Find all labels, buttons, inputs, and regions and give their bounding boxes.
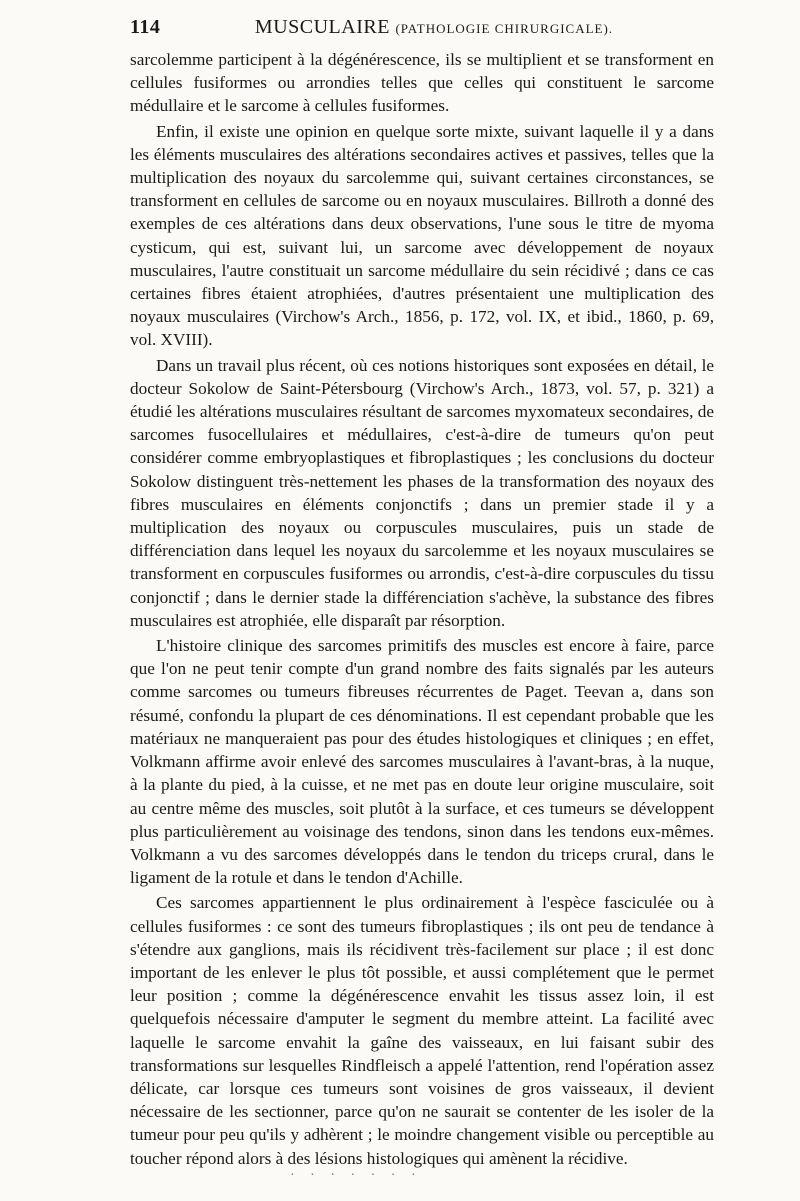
- paragraph-mixed-opinion: Enfin, il existe une opinion en quelque sorte mixte, suivant laquelle il y a dans les éléments musculaires des altérations secondaires actives et passives, telles que la multiplication des noyaux du sarcolemme qui, suivant certaines circonstances, se transforment en cellules de sarcome ou en noyaux musculaires. Billroth a donné des exemples de ces altérations dans deux observations, l'une sous le titre de myoma cysticum, qui est, suivant lui, un sarcome avec développement de noyaux musculaires, l'autre constituait un sarcome médullaire du sein récidivé ; dans ce cas certaines fibres étaient atrophiées, d'autres présentaient une multiplication des noyaux musculaires (Virchow's Arch., 1856, p. 172, vol. IX, et ibid., 1860, p. 69, vol. XVIII).: [130, 121, 714, 350]
- running-title-sub: (PATHOLOGIE CHIRURGICALE).: [395, 21, 614, 36]
- footer-dots: · · · · · · ·: [290, 1168, 422, 1183]
- running-header: [130, 16, 714, 46]
- running-title: [194, 16, 714, 39]
- running-title-main: MUSCULAIRE: [254, 16, 390, 38]
- page-number: 114: [130, 16, 161, 38]
- paragraph-fusiform-sarcomas: Ces sarcomes appartiennent le plus ordinairement à l'espèce fasciculée ou à cellules fusiformes : ce sont des tumeurs fibroplastiques ; ils ont peu de tendance à s'étendre aux ganglions, mais ils récidivent très-facilement sur place ; il est donc important de les enlever le plus tôt possible, et aussi complétement que le permet leur position ; comme la dégénérescence envahit les tissus assez loin, il est quelquefois nécessaire d'amputer le segment du membre atteint. La facilité avec laquelle le sarcome envahit la gaîne des vaisseaux, en lui faisant subir des transformations sur lesquelles Rindfleisch a appelé l'attention, rend l'opération assez délicate, car lorsque ces tumeurs sont voisines de gros vaisseaux, il devient nécessaire de les sectionner, parce qu'on ne saurait se contenter de les isoler de la tumeur pour peu qu'ils y adhèrent ; le moindre changement visible ou perceptible au toucher répond alors à des lésions histologiques qui amènent la récidive.: [130, 893, 714, 1168]
- paragraph-sokolow: Dans un travail plus récent, où ces notions historiques sont exposées en détail, le docteur Sokolow de Saint-Pétersbourg (Virchow's Arch., 1873, vol. 57, p. 321) a étudié les altérations musculaires résultant de sarcomes myxomateux secondaires, de sarcomes fusocellulaires et médullaires, c'est-à-dire de tumeurs qu'on peut considérer comme embryoplastiques et fibroplastiques ; les conclusions du docteur Sokolow distinguent très-nettement les phases de la transformation des noyaux des fibres musculaires en éléments conjonctifs ; dans un premier stade il y a multiplication des noyaux ou corpuscules musculaires, puis un stade de différenciation dans lequel les noyaux du sarcolemme et les noyaux musculaires se transforment en corpuscules fusiformes ou arrondis, c'est-à-dire corpuscules du tissu conjonctif ; dans le dernier stade la différenciation s'achève, la substance des fibres musculaires est atrophiée, elle disparaît par résorption.: [130, 355, 714, 630]
- body-text: [130, 48, 714, 1170]
- paragraph-continuation: sarcolemme participent à la dégénérescence, ils se multiplient et se transforment en cellules fusiformes ou arrondies telles que celles qui constituent le sarcome médullaire et le sarcome à cellules fusiformes.: [130, 50, 714, 116]
- paragraph-clinical-history: L'histoire clinique des sarcomes primitifs des muscles est encore à faire, parce que l'on ne peut tenir compte d'un grand nombre des faits signalés par les auteurs comme sarcomes ou tumeurs fibreuses récurrentes de Paget. Teevan a, dans son résumé, confondu la plupart de ces dénominations. Il est cependant probable que les matériaux ne manqueraient pas pour des études histologiques et cliniques ; en effet, Volkmann affirme avoir enlevé des sarcomes musculaires à l'avant-bras, à la nuque, à la plante du pied, à la cuisse, et ne met pas en doute leur origine musculaire, soit au centre même des muscles, soit plutôt à la surface, et ces tumeurs se développent plus particulièrement au voisinage des tendons, sinon dans les tendons eux-mêmes. Volkmann a vu des sarcomes développés dans le tendon du triceps crural, dans le ligament de la rotule et dans le tendon d'Achille.: [130, 636, 714, 888]
